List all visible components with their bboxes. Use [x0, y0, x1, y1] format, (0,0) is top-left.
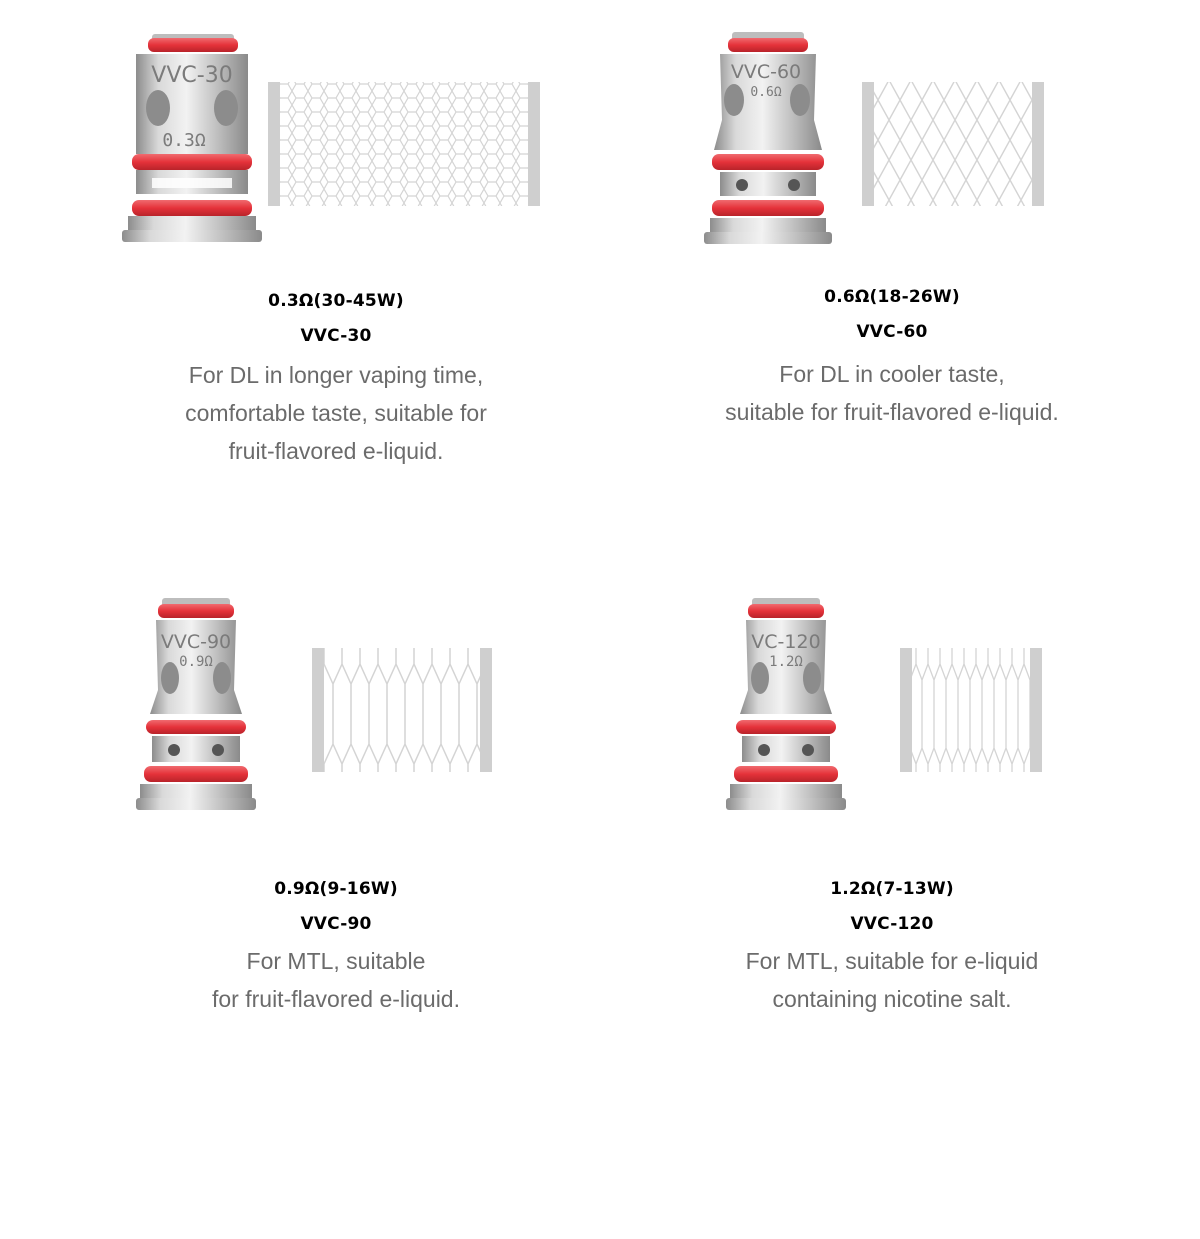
resistance-power-spec: 1.2Ω(7-13W) — [830, 879, 954, 899]
coil-engraving-resistance: 0.3Ω — [162, 130, 206, 151]
coil-body — [726, 598, 846, 810]
coil-engraving-label: VVC-90 — [160, 631, 232, 653]
model-name: VVC-120 — [850, 914, 934, 934]
coil-body — [122, 34, 262, 242]
mesh-illustration — [862, 82, 1044, 206]
resistance-power-spec: 0.6Ω(18-26W) — [824, 287, 960, 307]
model-name: VVC-90 — [300, 914, 372, 934]
coil-body — [136, 598, 256, 810]
product-description: For DL in longer vaping time, comfortable taste, suitable for fruit-flavored e-liquid. — [185, 362, 487, 464]
product-description: For MTL, suitable for e-liquid containing nicotine salt. — [745, 948, 1039, 1012]
resistance-power-spec: 0.3Ω(30-45W) — [268, 291, 404, 311]
coil-illustration — [36, 590, 636, 870]
coil-illustration — [36, 0, 636, 280]
resistance-power-spec: 0.9Ω(9-16W) — [274, 879, 398, 899]
coil-engraving-label: VC-120 — [751, 631, 821, 653]
coil-illustration — [592, 0, 1192, 280]
coil-engraving-resistance: 1.2Ω — [769, 654, 803, 670]
coil-body — [704, 32, 832, 244]
mesh-illustration — [900, 648, 1042, 772]
coil-engraving-resistance: 0.6Ω — [750, 85, 782, 100]
coil-engraving-label: VVC-30 — [151, 63, 233, 88]
product-description: For DL in cooler taste, suitable for fruit-flavored e-liquid. — [725, 361, 1059, 425]
mesh-illustration — [312, 648, 492, 772]
mesh-illustration — [268, 82, 540, 206]
product-description: For MTL, suitable for fruit-flavored e-liquid. — [212, 948, 460, 1012]
coil-illustration — [592, 590, 1192, 870]
model-name: VVC-60 — [856, 322, 928, 342]
model-name: VVC-30 — [300, 326, 372, 346]
coil-engraving-resistance: 0.9Ω — [179, 654, 213, 670]
coil-engraving-label: VVC-60 — [730, 61, 802, 83]
